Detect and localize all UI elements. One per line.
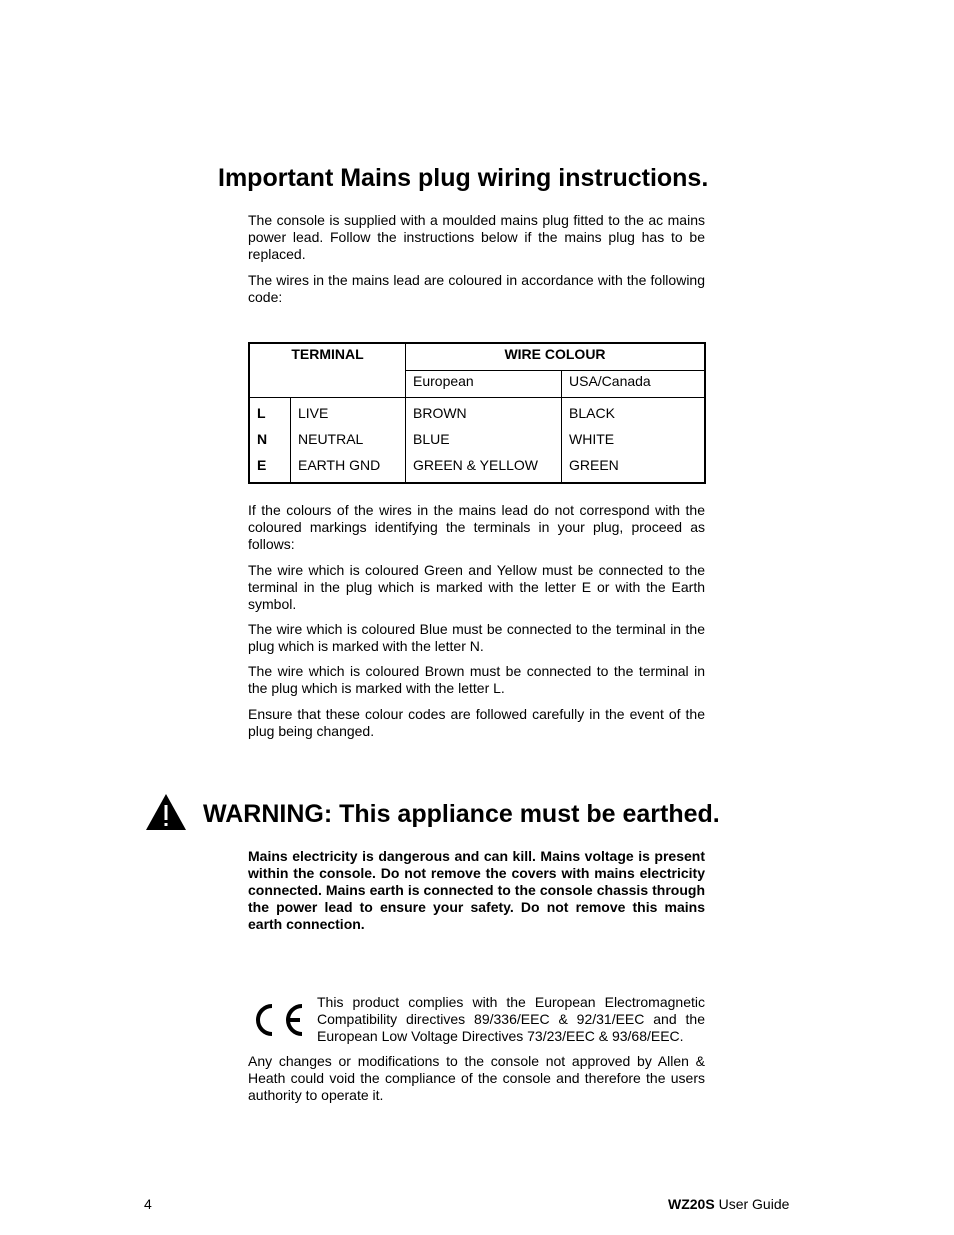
warning-text: Mains electricity is dangerous and can kill. Mains voltage is present within the console. Do not remove the covers with mains electricity connected. Mains earth is connected to the console chassis through the power lead to ensure your safety. Do not remove this mains earth connection. [248,848,705,932]
usa-canada-header: USA/Canada [562,371,706,398]
terminal-code: E [257,457,267,473]
intro-paragraph: The wires in the mains lead are coloured in accordance with the following code: [248,272,705,305]
european-colour: GREEN & YELLOW [406,456,562,483]
european-colour: BLUE [406,430,562,456]
footer-title [668,1196,789,1212]
ce-mark-icon [250,1000,306,1040]
usa-colour: GREEN [562,456,706,483]
table-row [249,456,705,483]
warning-heading: WARNING: This appliance must be earthed. [203,800,720,828]
intro-paragraph: The console is supplied with a moulded mains plug fitted to the ac mains power lead. Follow the instructions below if the mains plug has to be replaced. [248,212,705,262]
compliance-note: Any changes or modifications to the console not approved by Allen & Heath could void the compliance of the console and therefore the users authority to operate it. [248,1053,705,1103]
product-name: WZ20S [668,1196,715,1212]
terminal-code: N [257,431,268,447]
instruction-paragraph: If the colours of the wires in the mains lead do not correspond with the coloured markings identifying the terminals in your plug, proceed as follows: [248,502,705,552]
instruction-paragraph: The wire which is coloured Brown must be connected to the terminal in the plug which is marked with the letter L. [248,663,705,696]
terminal-name: NEUTRAL [291,430,406,456]
terminal-name: LIVE [291,398,406,431]
usa-colour: WHITE [562,430,706,456]
instruction-paragraph: The wire which is coloured Green and Yellow must be connected to the terminal in the plug which is marked with the letter E or with the Earth symbol. [248,562,705,612]
compliance-text: This product complies with the European Electromagnetic Compatibility directives 89/336/EEC & 92/31/EEC and the European Low Voltage Directives 73/23/EEC & 93/68/EEC. [317,994,705,1044]
wire-colour-table [248,342,706,484]
warning-triangle-icon [144,792,188,832]
page-title: Important Mains plug wiring instructions. [218,164,709,192]
instruction-paragraph: The wire which is coloured Blue must be connected to the terminal in the plug which is marked with the letter N. [248,621,705,654]
guide-label: User Guide [718,1196,790,1212]
table-row [249,398,705,431]
terminal-header: TERMINAL [249,343,406,398]
european-colour: BROWN [406,398,562,431]
usa-colour: BLACK [562,398,706,431]
instruction-paragraph: Ensure that these colour codes are followed carefully in the event of the plug being changed. [248,706,705,739]
page-number: 4 [144,1196,152,1212]
terminal-code: L [257,405,266,421]
terminal-name: EARTH GND [291,456,406,483]
table-row [249,430,705,456]
wire-colour-header: WIRE COLOUR [406,343,706,371]
european-header: European [406,371,562,398]
